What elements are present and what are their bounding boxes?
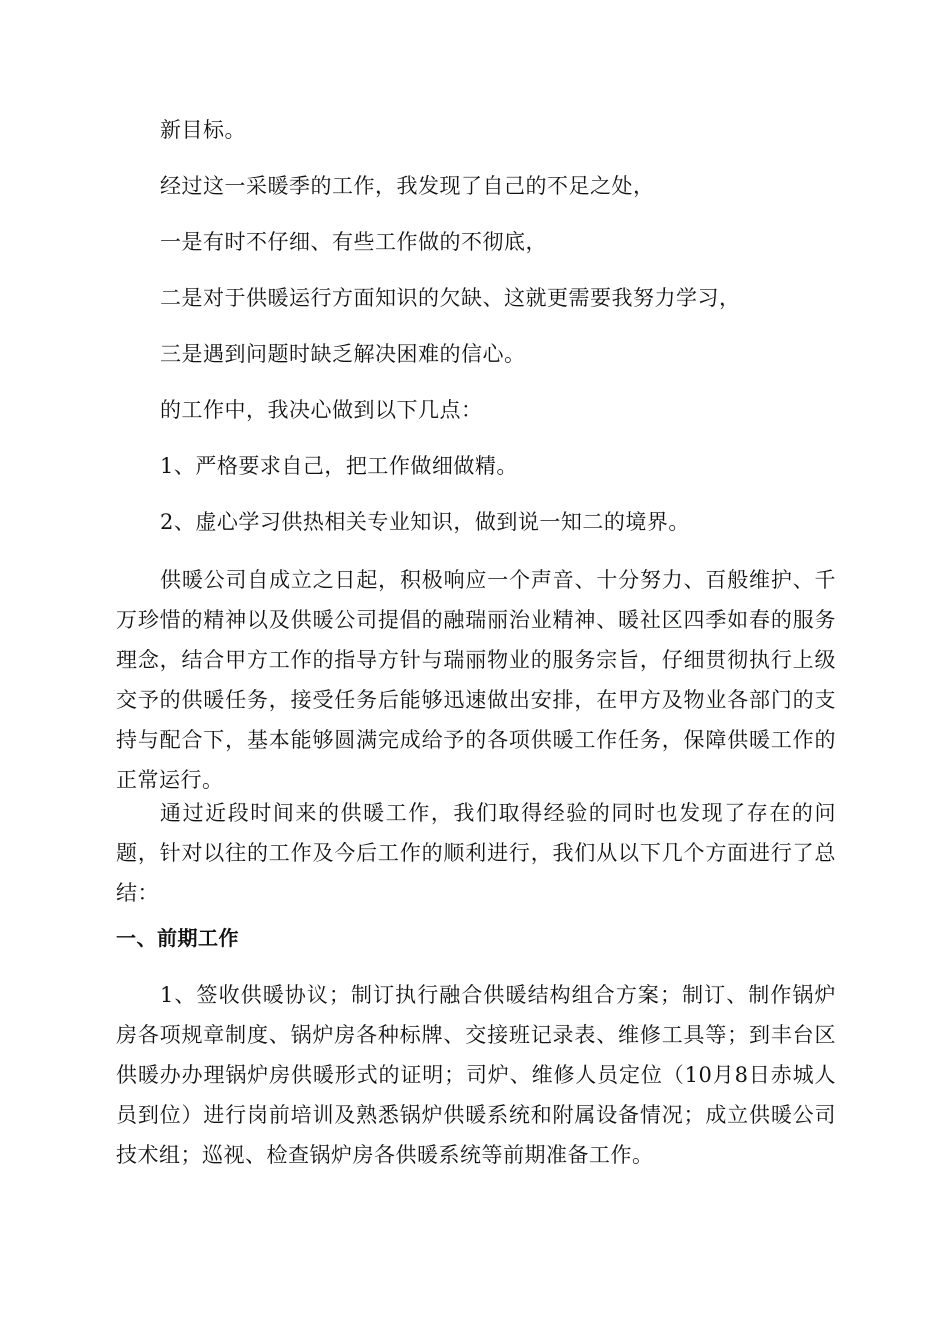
list-item: 1、严格要求自己，把工作做细做精。 xyxy=(160,454,518,478)
paragraph-company: 供暖公司自成立之日起，积极响应一个声音、十分努力、百般维护、千万珍惜的精神以及供暖公司提倡的融瑞丽治业精神、暖社区四季如春的服务理念，结合甲方工作的指导方针与瑞丽物业的服务宗旨，仔细贯彻执行上级交予的供暖任务，接受任务后能够迅速做出安排，在甲方及物业各部门的支持与配合下，基本能够圆满完成给予的各项供暖工作任务，保障供暖工作的正常运行。 xyxy=(116,568,836,792)
text-line: 二是对于供暖运行方面知识的欠缺、这就更需要我努力学习， xyxy=(160,286,741,310)
text-line: 三是遇到问题时缺乏解决困难的信心。 xyxy=(160,342,526,366)
text-line: 一是有时不仔细、有些工作做的不彻底， xyxy=(160,230,547,254)
paragraph-summary: 通过近段时间来的供暖工作，我们取得经验的同时也发现了存在的问题，针对以往的工作及今后工作的顺利进行，我们从以下几个方面进行了总结： xyxy=(116,801,836,905)
text-line: 新目标。 xyxy=(160,118,246,142)
paragraph-early-work: 1、签收供暖协议；制订执行融合供暖结构组合方案；制订、制作锅炉房各项规章制度、锅炉房各种标牌、交接班记录表、维修工具等；到丰台区供暖办办理锅炉房供暖形式的证明；司炉、维修人员定位（10月8日赤城人员到位）进行岗前培训及熟悉锅炉供暖系统和附属设备情况；成立供暖公司技术组；巡视、检查锅炉房各供暖系统等前期准备工作。 xyxy=(116,983,836,1167)
text-line: 经过这一采暖季的工作，我发现了自己的不足之处， xyxy=(160,174,655,198)
section-heading: 一、前期工作 xyxy=(116,926,239,950)
text-line: 的工作中，我决心做到以下几点： xyxy=(160,398,483,422)
list-item: 2、虚心学习供热相关专业知识，做到说一知二的境界。 xyxy=(160,510,690,534)
